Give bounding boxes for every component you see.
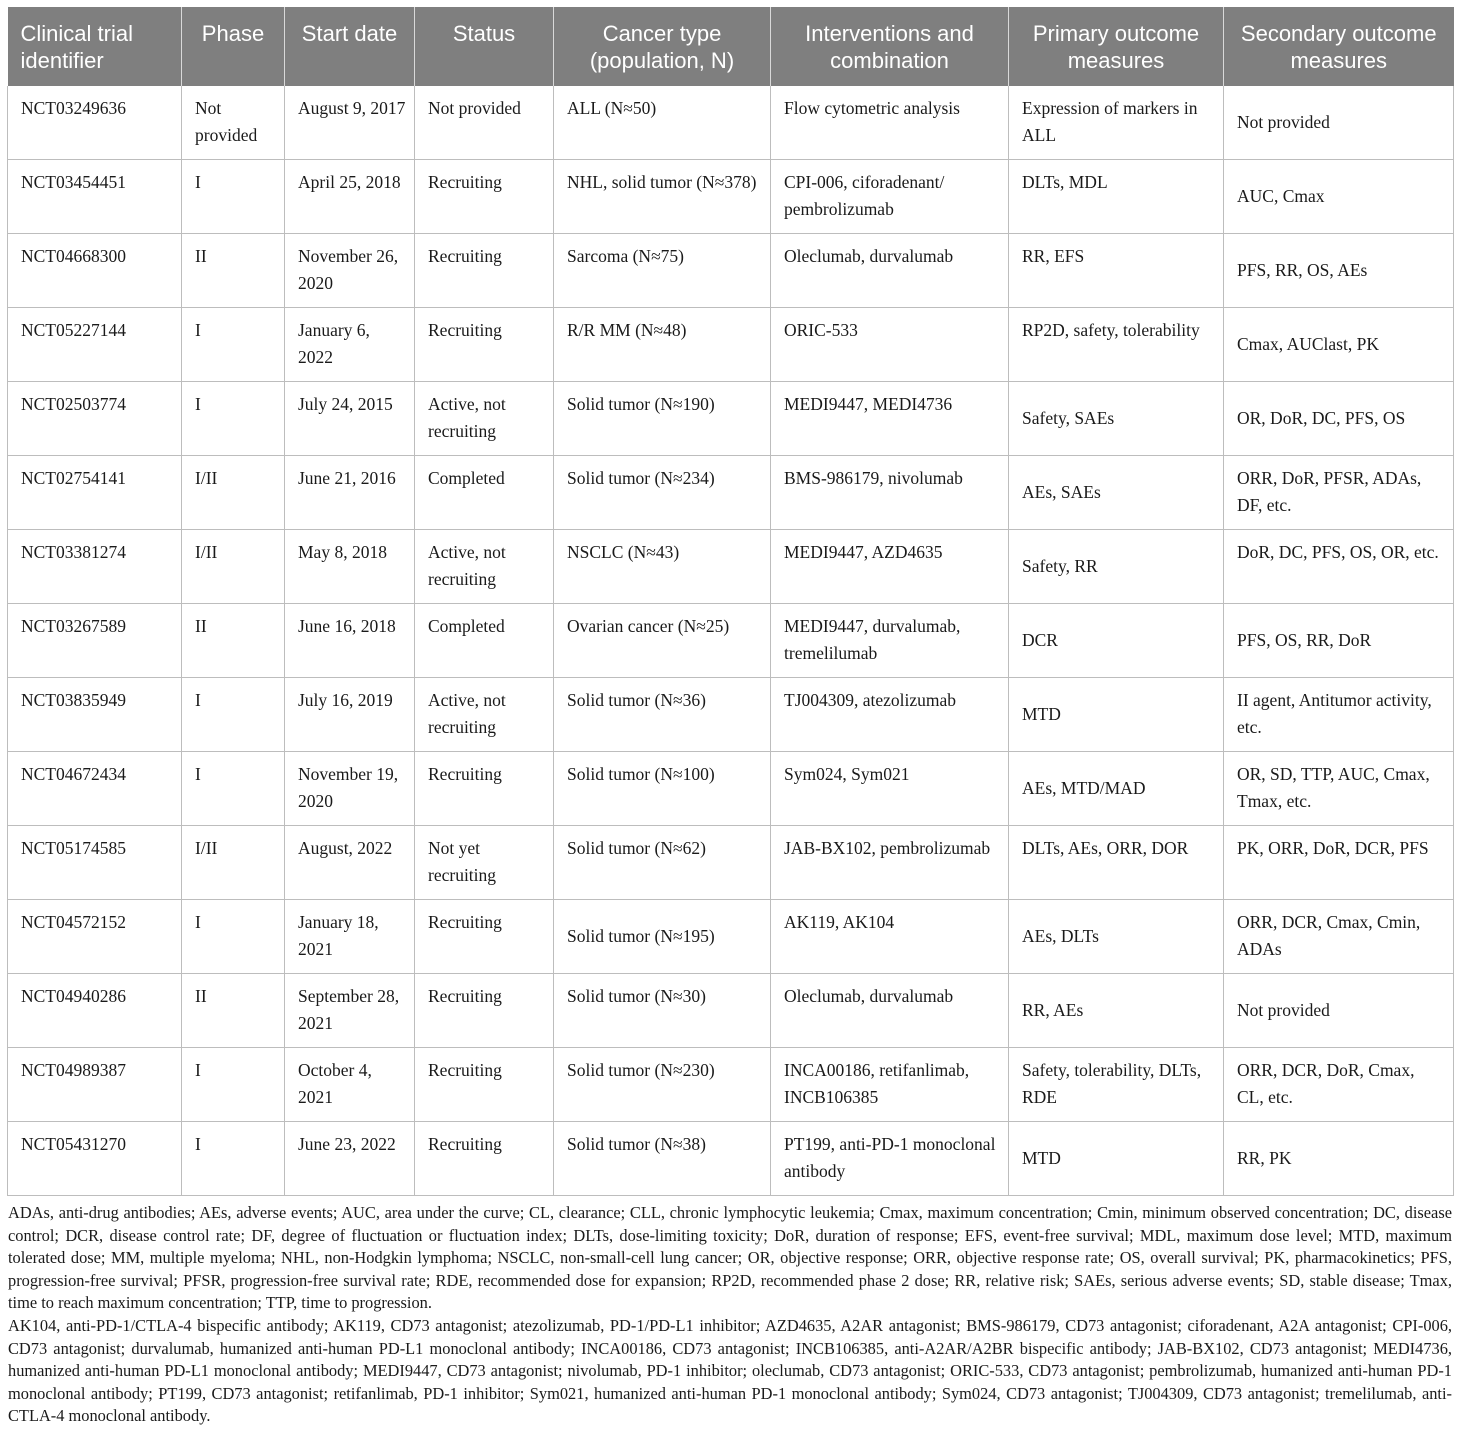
cell-primary-outcome: AEs, SAEs [1009, 456, 1224, 530]
cell-identifier: NCT05227144 [8, 308, 182, 382]
cell-status: Active, not recruiting [415, 530, 554, 604]
header-identifier: Clinical trial identifier [8, 7, 182, 86]
table-row [8, 234, 1454, 308]
cell-secondary-outcome: PFS, OS, RR, DoR [1224, 604, 1454, 678]
cell-primary-outcome: DLTs, AEs, ORR, DOR [1009, 826, 1224, 900]
cell-cancer-type: Solid tumor (N≈36) [554, 678, 771, 752]
cell-secondary-outcome: RR, PK [1224, 1122, 1454, 1196]
header-row [8, 7, 1454, 86]
cell-identifier: NCT02503774 [8, 382, 182, 456]
cell-secondary-outcome: ORR, DCR, Cmax, Cmin, ADAs [1224, 900, 1454, 974]
cell-phase: I [182, 1122, 285, 1196]
cell-cancer-type: Solid tumor (N≈30) [554, 974, 771, 1048]
cell-cancer-type: Sarcoma (N≈75) [554, 234, 771, 308]
cell-secondary-outcome: Not provided [1224, 86, 1454, 160]
cell-start-date: January 18, 2021 [285, 900, 415, 974]
cell-primary-outcome: AEs, MTD/MAD [1009, 752, 1224, 826]
cell-primary-outcome: Expression of markers in ALL [1009, 86, 1224, 160]
cell-identifier: NCT04668300 [8, 234, 182, 308]
cell-interventions: Oleclumab, durvalumab [771, 974, 1009, 1048]
cell-identifier: NCT03381274 [8, 530, 182, 604]
cell-cancer-type: Solid tumor (N≈234) [554, 456, 771, 530]
cell-interventions: AK119, AK104 [771, 900, 1009, 974]
cell-phase: II [182, 234, 285, 308]
cell-secondary-outcome: ORR, DoR, PFSR, ADAs, DF, etc. [1224, 456, 1454, 530]
cell-status: Recruiting [415, 1048, 554, 1122]
cell-start-date: June 23, 2022 [285, 1122, 415, 1196]
cell-primary-outcome: MTD [1009, 678, 1224, 752]
cell-identifier: NCT05174585 [8, 826, 182, 900]
cell-phase: I [182, 678, 285, 752]
cell-secondary-outcome: OR, DoR, DC, PFS, OS [1224, 382, 1454, 456]
cell-interventions: MEDI9447, AZD4635 [771, 530, 1009, 604]
header-interventions: Interventions and combination [771, 7, 1009, 86]
cell-status: Completed [415, 604, 554, 678]
cell-cancer-type: Solid tumor (N≈230) [554, 1048, 771, 1122]
cell-status: Recruiting [415, 308, 554, 382]
cell-cancer-type: Solid tumor (N≈195) [554, 900, 771, 974]
cell-start-date: November 26, 2020 [285, 234, 415, 308]
table-row [8, 604, 1454, 678]
table-row [8, 456, 1454, 530]
header-start-date: Start date [285, 7, 415, 86]
cell-primary-outcome: Safety, tolerability, DLTs, RDE [1009, 1048, 1224, 1122]
cell-interventions: MEDI9447, MEDI4736 [771, 382, 1009, 456]
cell-status: Recruiting [415, 234, 554, 308]
table-row [8, 86, 1454, 160]
cell-start-date: November 19, 2020 [285, 752, 415, 826]
table-row [8, 974, 1454, 1048]
footnote-abbreviations: ADAs, anti-drug antibodies; AEs, adverse events; AUC, area under the curve; CL, clearance; CLL, chronic lymphocytic leukemia; Cmax, maximum concentration; Cmin, minimum observed concentration; DC, disease control; DCR, disease control rate; DF, degree of fluctuation or fluctuation index; DLTs, dose-limiting toxicity; DoR, duration of response; EFS, event-free survival; MDL, maximum dose level; MTD, maximum tolerated dose; MM, multiple myeloma; NHL, non-Hodgkin lymphoma; NSCLC, non-small-cell lung cancer; OR, objective response; ORR, objective response rate; OS, overall survival; PK, pharmacokinetics; PFS, progression-free survival; PFSR, progression-free survival rate; RDE, recommended dose for expansion; RP2D, recommended phase 2 dose; RR, relative risk; SAEs, serious adverse events; SD, stable disease; Tmax, time to reach maximum concentration; TTP, time to progression. [8, 1203, 1452, 1313]
table-row [8, 826, 1454, 900]
cell-start-date: August 9, 2017 [285, 86, 415, 160]
table-row [8, 1048, 1454, 1122]
cell-start-date: July 16, 2019 [285, 678, 415, 752]
cell-interventions: INCA00186, retifanlimab, INCB106385 [771, 1048, 1009, 1122]
header-secondary-outcome: Secondary outcome measures [1224, 7, 1454, 86]
header-status: Status [415, 7, 554, 86]
cell-primary-outcome: RP2D, safety, tolerability [1009, 308, 1224, 382]
cell-status: Not provided [415, 86, 554, 160]
cell-cancer-type: Solid tumor (N≈190) [554, 382, 771, 456]
table-row [8, 160, 1454, 234]
cell-status: Recruiting [415, 160, 554, 234]
cell-status: Recruiting [415, 900, 554, 974]
table-row [8, 752, 1454, 826]
header-cancer-type: Cancer type (population, N) [554, 7, 771, 86]
cell-identifier: NCT04989387 [8, 1048, 182, 1122]
cell-identifier: NCT03249636 [8, 86, 182, 160]
cell-identifier: NCT02754141 [8, 456, 182, 530]
cell-primary-outcome: RR, EFS [1009, 234, 1224, 308]
cell-identifier: NCT03835949 [8, 678, 182, 752]
cell-interventions: Sym024, Sym021 [771, 752, 1009, 826]
cell-phase: I/II [182, 530, 285, 604]
cell-cancer-type: ALL (N≈50) [554, 86, 771, 160]
table-row [8, 382, 1454, 456]
cell-secondary-outcome: Not provided [1224, 974, 1454, 1048]
cell-start-date: September 28, 2021 [285, 974, 415, 1048]
cell-cancer-type: Solid tumor (N≈38) [554, 1122, 771, 1196]
table-row [8, 530, 1454, 604]
cell-status: Active, not recruiting [415, 678, 554, 752]
cell-cancer-type: Solid tumor (N≈62) [554, 826, 771, 900]
cell-phase: I [182, 1048, 285, 1122]
cell-cancer-type: Ovarian cancer (N≈25) [554, 604, 771, 678]
cell-identifier: NCT03267589 [8, 604, 182, 678]
cell-status: Not yet recruiting [415, 826, 554, 900]
cell-cancer-type: NSCLC (N≈43) [554, 530, 771, 604]
header-phase: Phase [182, 7, 285, 86]
cell-phase: II [182, 974, 285, 1048]
cell-secondary-outcome: Cmax, AUClast, PK [1224, 308, 1454, 382]
cell-primary-outcome: DLTs, MDL [1009, 160, 1224, 234]
cell-start-date: April 25, 2018 [285, 160, 415, 234]
cell-cancer-type: NHL, solid tumor (N≈378) [554, 160, 771, 234]
cell-status: Completed [415, 456, 554, 530]
cell-secondary-outcome: ORR, DCR, DoR, Cmax, CL, etc. [1224, 1048, 1454, 1122]
table-row [8, 1122, 1454, 1196]
cell-primary-outcome: AEs, DLTs [1009, 900, 1224, 974]
cell-start-date: July 24, 2015 [285, 382, 415, 456]
cell-secondary-outcome: PFS, RR, OS, AEs [1224, 234, 1454, 308]
cell-identifier: NCT05431270 [8, 1122, 182, 1196]
cell-primary-outcome: Safety, RR [1009, 530, 1224, 604]
cell-start-date: June 21, 2016 [285, 456, 415, 530]
cell-interventions: BMS-986179, nivolumab [771, 456, 1009, 530]
table-row [8, 900, 1454, 974]
cell-interventions: ORIC-533 [771, 308, 1009, 382]
cell-start-date: January 6, 2022 [285, 308, 415, 382]
cell-phase: I [182, 752, 285, 826]
cell-phase: Not provided [182, 86, 285, 160]
cell-primary-outcome: DCR [1009, 604, 1224, 678]
cell-interventions: TJ004309, atezolizumab [771, 678, 1009, 752]
cell-interventions: PT199, anti-PD-1 monoclonal antibody [771, 1122, 1009, 1196]
cell-interventions: MEDI9447, durvalumab, tremelilumab [771, 604, 1009, 678]
cell-primary-outcome: Safety, SAEs [1009, 382, 1224, 456]
cell-secondary-outcome: AUC, Cmax [1224, 160, 1454, 234]
cell-interventions: CPI-006, ciforadenant/ pembrolizumab [771, 160, 1009, 234]
cell-phase: I/II [182, 826, 285, 900]
cell-secondary-outcome: PK, ORR, DoR, DCR, PFS [1224, 826, 1454, 900]
cell-interventions: JAB-BX102, pembrolizumab [771, 826, 1009, 900]
table-body [8, 86, 1454, 1196]
table-row [8, 308, 1454, 382]
cell-status: Recruiting [415, 1122, 554, 1196]
cell-cancer-type: Solid tumor (N≈100) [554, 752, 771, 826]
cell-identifier: NCT04572152 [8, 900, 182, 974]
cell-start-date: October 4, 2021 [285, 1048, 415, 1122]
cell-phase: I [182, 900, 285, 974]
cell-primary-outcome: MTD [1009, 1122, 1224, 1196]
cell-identifier: NCT04940286 [8, 974, 182, 1048]
cell-start-date: June 16, 2018 [285, 604, 415, 678]
cell-phase: I [182, 160, 285, 234]
cell-status: Recruiting [415, 752, 554, 826]
clinical-trials-table [7, 7, 1454, 1196]
cell-phase: II [182, 604, 285, 678]
cell-interventions: Oleclumab, durvalumab [771, 234, 1009, 308]
table-row [8, 678, 1454, 752]
cell-start-date: May 8, 2018 [285, 530, 415, 604]
table-footnotes [7, 1202, 1453, 1428]
cell-phase: I [182, 382, 285, 456]
header-primary-outcome: Primary outcome measures [1009, 7, 1224, 86]
cell-status: Recruiting [415, 974, 554, 1048]
cell-cancer-type: R/R MM (N≈48) [554, 308, 771, 382]
footnote-drug-definitions: AK104, anti-PD-1/CTLA-4 bispecific antibody; AK119, CD73 antagonist; atezolizumab, PD-1/PD-L1 inhibitor; AZD4635, A2AR antagonist; BMS-986179, CD73 antagonist; ciforadenant, A2A antagonist; CPI-006, CD73 antagonist; durvalumab, humanized anti-human PD-L1 monoclonal antibody; INCA00186, CD73 antagonist; INCB106385, anti-A2AR/A2BR bispecific antibody; JAB-BX102, CD73 antagonist; MEDI4736, humanized anti-human PD-L1 monoclonal antibody; MEDI9447, CD73 antagonist; nivolumab, PD-1 inhibitor; oleclumab, CD73 antagonist; ORIC-533, CD73 antagonist; pembrolizumab, humanized anti-human PD-1 monoclonal antibody; PT199, CD73 antagonist; retifanlimab, PD-1 inhibitor; Sym021, humanized anti-human PD-1 monoclonal antibody; Sym024, CD73 antagonist; TJ004309, CD73 antagonist; tremelilumab, anti-CTLA-4 monoclonal antibody. [8, 1315, 1452, 1426]
cell-secondary-outcome: II agent, Antitumor activity, etc. [1224, 678, 1454, 752]
cell-secondary-outcome: OR, SD, TTP, AUC, Cmax, Tmax, etc. [1224, 752, 1454, 826]
cell-interventions: Flow cytometric analysis [771, 86, 1009, 160]
cell-secondary-outcome: DoR, DC, PFS, OS, OR, etc. [1224, 530, 1454, 604]
table-header [8, 7, 1454, 86]
cell-identifier: NCT03454451 [8, 160, 182, 234]
document-page [7, 7, 1453, 1428]
cell-phase: I [182, 308, 285, 382]
cell-start-date: August, 2022 [285, 826, 415, 900]
cell-primary-outcome: RR, AEs [1009, 974, 1224, 1048]
cell-status: Active, not recruiting [415, 382, 554, 456]
cell-phase: I/II [182, 456, 285, 530]
cell-identifier: NCT04672434 [8, 752, 182, 826]
